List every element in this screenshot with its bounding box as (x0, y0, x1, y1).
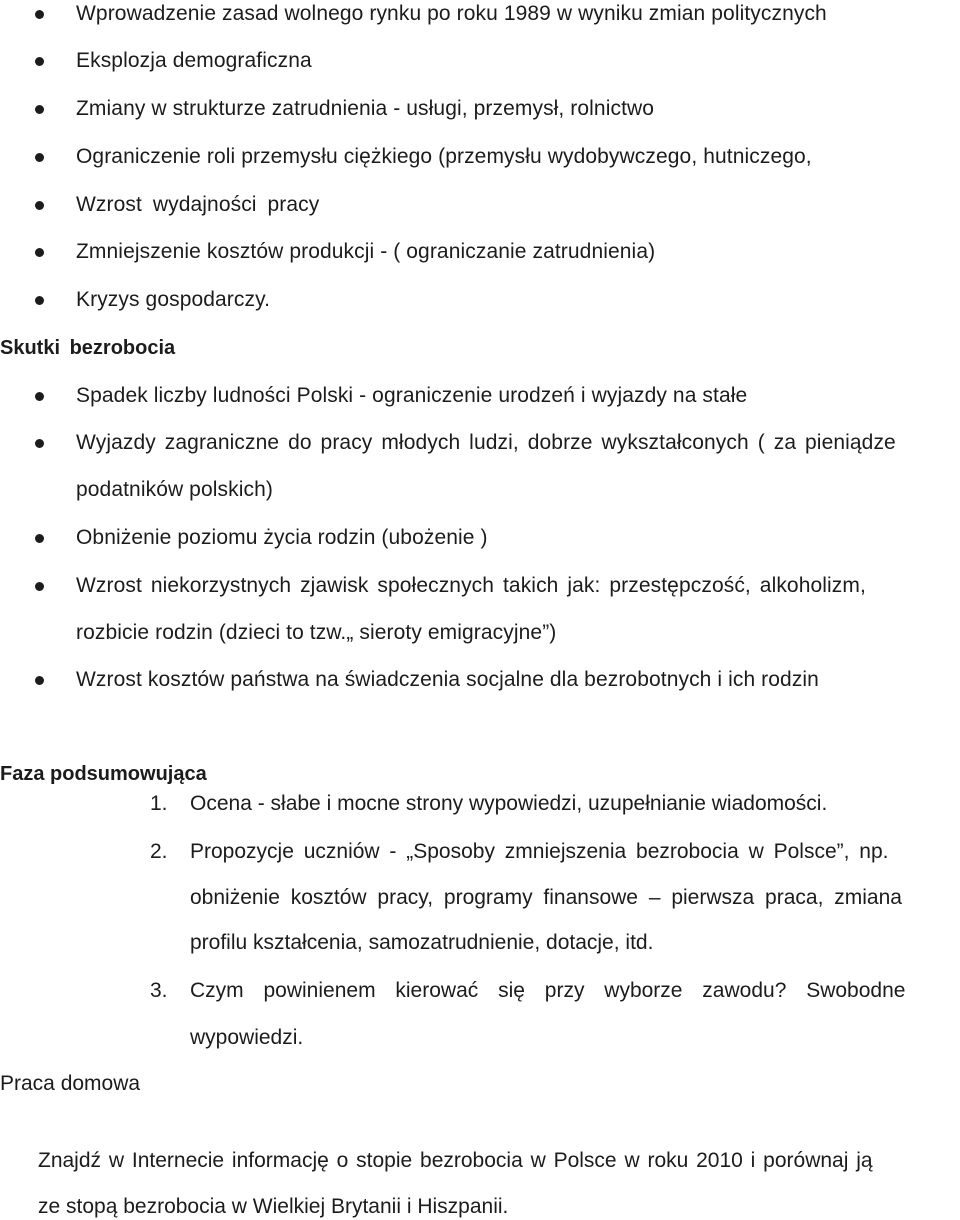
list-item-text: Wyjazdy zagraniczne do pracy młodych ludzi, dobrze wykształconych ( za pieniądze (76, 431, 896, 454)
bullet-icon (35, 582, 44, 591)
list-item-text: Spadek liczby ludności Polski - ograniczenie urodzeń i wyjazdy na stałe (76, 384, 748, 407)
list-item-text-continued: rozbicie rodzin (dzieci to tzw.„ sieroty emigracyjne”) (76, 621, 557, 644)
bullet-icon (35, 153, 44, 162)
list-item-text: Zmniejszenie kosztów produkcji - ( ograniczanie zatrudnienia) (76, 240, 656, 263)
section-heading-effects: Skutki bezrobocia (0, 337, 176, 359)
section-heading-summary: Faza podsumowująca (0, 763, 207, 785)
list-item-text: Zmiany w strukturze zatrudnienia - usługi, przemysł, rolnictwo (76, 97, 655, 120)
section-heading-homework: Praca domowa (0, 1072, 141, 1095)
numbered-item-text: Czym powinienem kierować się przy wyborze zawodu? Swobodne (190, 979, 906, 1002)
bullet-icon (35, 296, 44, 305)
numbered-item-text-continued: obniżenie kosztów pracy, programy finansowe – pierwsza praca, zmiana (190, 886, 902, 909)
item-number: 1. (150, 792, 168, 815)
list-item-text: Wzrost niekorzystnych zjawisk społecznych takich jak: przestępczość, alkoholizm, (76, 574, 866, 597)
numbered-item-text-continued: profilu kształcenia, samozatrudnienie, dotacje, itd. (190, 931, 654, 954)
numbered-item-text-continued: wypowiedzi. (190, 1026, 304, 1049)
list-item-text: Obniżenie poziomu życia rodzin (ubożenie ) (76, 526, 488, 549)
bullet-icon (35, 201, 44, 210)
item-number: 3. (150, 979, 168, 1002)
homework-text: Znajdź w Internecie informację o stopie bezrobocia w Polsce w roku 2010 i porównaj ją (38, 1149, 873, 1172)
list-item-text: Ograniczenie roli przemysłu ciężkiego (przemysłu wydobywczego, hutniczego, (76, 145, 812, 168)
item-number: 2. (150, 840, 168, 863)
bullet-icon (35, 105, 44, 114)
homework-text-continued: ze stopą bezrobocia w Wielkiej Brytanii i Hiszpanii. (38, 1195, 509, 1218)
list-item-text: Kryzys gospodarczy. (76, 288, 271, 311)
bullet-icon (35, 10, 44, 19)
bullet-icon (35, 392, 44, 401)
list-item-text: Wprowadzenie zasad wolnego rynku po roku 1989 w wyniku zmian politycznych (76, 2, 827, 25)
bullet-icon (35, 248, 44, 257)
list-item-text: Wzrost wydajności pracy (76, 193, 320, 216)
bullet-icon (35, 534, 44, 543)
bullet-icon (35, 57, 44, 66)
bullet-icon (35, 439, 44, 448)
bullet-icon (35, 676, 44, 685)
list-item-text: Eksplozja demograficzna (76, 49, 312, 72)
list-item-text-continued: podatników polskich) (76, 478, 273, 501)
numbered-item-text: Ocena - słabe i mocne strony wypowiedzi, uzupełnianie wiadomości. (190, 792, 828, 815)
list-item-text: Wzrost kosztów państwa na świadczenia socjalne dla bezrobotnych i ich rodzin (76, 668, 819, 691)
numbered-item-text: Propozycje uczniów - „Sposoby zmniejszenia bezrobocia w Polsce”, np. (190, 840, 889, 863)
